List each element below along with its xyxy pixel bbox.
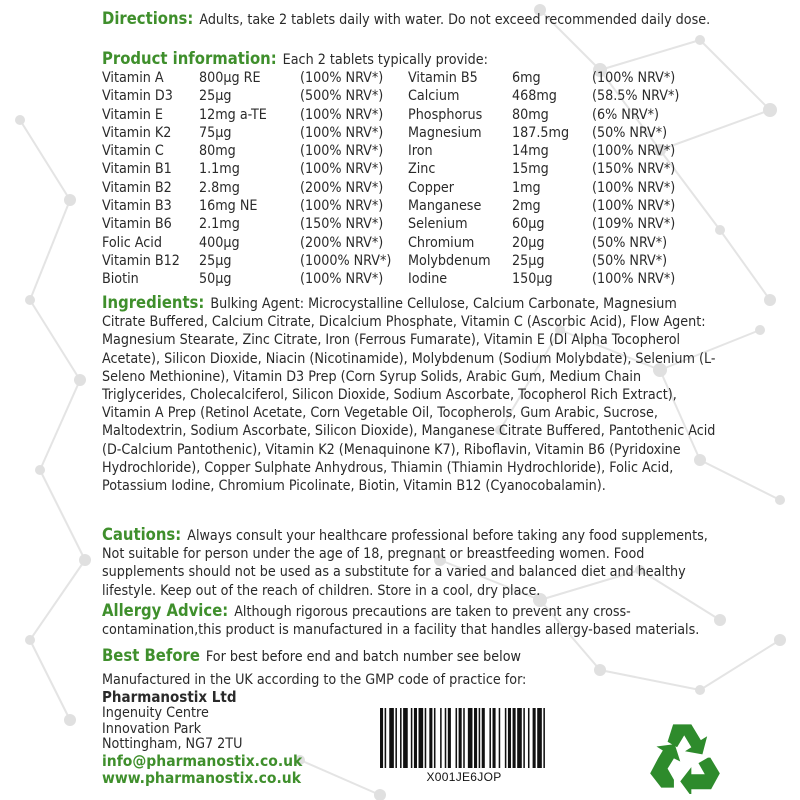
nutrient-nrv: (100% NRV*) [592, 70, 676, 86]
barcode-bar [400, 708, 402, 768]
nutrient-amount: 60µg [512, 216, 545, 233]
email-link[interactable]: info@pharmanostix.co.uk [102, 751, 303, 770]
barcode-bar [533, 708, 536, 768]
nutrient-name: Vitamin B1 [102, 161, 172, 178]
nutrient-name: Folic Acid [102, 234, 162, 251]
barcode-bar [448, 708, 451, 768]
barcode-bar [543, 708, 545, 768]
nutrient-amount: 800µg RE [199, 70, 261, 86]
barcode-bar [513, 708, 516, 768]
nutrient-nrv: (100% NRV*) [300, 271, 384, 288]
barcode-bar [456, 708, 458, 768]
nutrient-nrv: (100% NRV*) [592, 179, 676, 196]
nutrient-name: Phosphorus [408, 106, 483, 123]
nutrient-name: Calcium [408, 88, 460, 105]
address-line: Ingenuity Centre [102, 705, 209, 721]
nutrient-nrv: (150% NRV*) [300, 216, 384, 233]
nutrient-nrv: (500% NRV*) [300, 88, 384, 105]
best-before-heading: Best Before [102, 646, 200, 665]
barcode-bar [479, 708, 481, 768]
address-line: Nottingham, NG7 2TU [102, 736, 243, 752]
cautions-text: Always consult your healthcare professional before taking any food supplements, Not suitable for person under the age of 18, pregnant or breastfeeding women. Food supplements should not be used as a substitute for a varied and balanced diet and healthy lifestyle. Keep out of the reach of children. Store in a cool, dry place. [102, 528, 708, 599]
barcode-bar [389, 708, 394, 768]
nutrient-amount: 16mg NE [199, 198, 258, 215]
product-information-intro: Each 2 tablets typically provide: [282, 52, 488, 68]
barcode-number: X001JE6JOP [426, 770, 502, 784]
nutrient-amount: 150µg [512, 271, 553, 288]
nutrient-nrv: (1000% NRV*) [300, 252, 392, 269]
nutrient-nrv: (100% NRV*) [300, 198, 384, 215]
nutrient-nrv: (109% NRV*) [592, 216, 676, 233]
barcode-bar [474, 708, 477, 768]
ingredients-section [102, 294, 722, 495]
address-line: Innovation Park [102, 720, 202, 737]
nutrient-nrv: (200% NRV*) [300, 179, 384, 196]
barcode-bar [537, 708, 542, 768]
nutrient-amount: 25µg [512, 252, 545, 269]
directions-section [102, 10, 722, 29]
barcode-bar [489, 708, 491, 768]
nutrient-name: Selenium [408, 216, 468, 233]
nutrient-name: Chromium [408, 234, 475, 251]
nutrient-amount: 25µg [199, 88, 232, 105]
ingredients-text: Bulking Agent: Microcystalline Cellulose, Calcium Carbonate, Magnesium Citrate Buffered, Calcium Citrate, Dicalcium Phosphate, Vitamin C (Ascorbic Acid), Flow Agent: Magnesium Stearate, Zinc Citrate, Iron (Ferrous Fumarate), Vitamin E (Dl Alpha Tocopherol Acetate), Silicon Dioxide, Niacin (Nicotinamide), Molybdenum (Sodium Molybdate), Selenium (L-Seleno Methionine), Vitamin D3 Prep (Corn Syrup Solids, Arabic Gum, Medium Chain Triglycerides, Cholecalciferol, Silicon Dioxide, Sodium Ascorbate, Tocopherol Rich Extract), Vitamin A Prep (Retinol Acetate, Corn Vegetable Oil, Tocopherols, Gum Arabic, Sucrose, Maltodextrin, Sodium Ascorbate, Silicon Dioxide), Manganese Citrate Buffered, Pantothenic Acid (D-Calcium Pantothenic), Vitamin K2 (Menaquinone K7), Riboflavin, Vitamin B6 (Pyridoxine Hydrochloride), Copper Sulphate Anhydrous, Thiamin (Thiamin Hydrochloride), Folic Acid, Potassium Iodine, Chromium Picolinate, Biotin, Vitamin B12 (Cyanocobalamin). [102, 296, 716, 495]
nutrient-name: Vitamin B3 [102, 198, 172, 215]
barcode-bar [459, 708, 462, 768]
cautions-section [102, 526, 722, 600]
barcode-bar [434, 708, 436, 768]
nutrient-name: Zinc [408, 161, 436, 178]
nutrient-amount: 75µg [199, 124, 232, 141]
barcode-bar [380, 708, 383, 768]
nutrient-amount: 1.1mg [199, 161, 240, 178]
nutrient-amount: 20µg [512, 234, 545, 251]
product-information-heading: Product information: [102, 49, 277, 68]
allergy-advice-section [102, 602, 722, 639]
barcode-bar [429, 708, 432, 768]
nutrient-name: Vitamin B12 [102, 252, 180, 269]
barcode [378, 708, 550, 768]
barcode-bar [493, 708, 496, 768]
nutrient-nrv: (150% NRV*) [592, 161, 676, 178]
best-before-text: For best before end and batch number see below [205, 649, 521, 665]
nutrient-nrv: (50% NRV*) [592, 234, 668, 251]
nutrient-amount: 2.1mg [199, 216, 240, 233]
nutrient-name: Vitamin D3 [102, 88, 173, 105]
nutrient-name: Vitamin B5 [408, 70, 478, 86]
nutrient-amount: 12mg a-TE [199, 106, 267, 123]
website-link[interactable]: www.pharmanostix.co.uk [102, 768, 301, 787]
nutrient-nrv: (100% NRV*) [592, 271, 676, 288]
nutrient-amount: 50µg [199, 271, 232, 288]
barcode-bar [425, 708, 427, 768]
nutrient-name: Copper [408, 179, 455, 196]
manufacturer-intro: Manufactured in the UK according to the GMP code of practice for: [102, 672, 527, 688]
nutrient-amount: 400µg [199, 234, 240, 251]
allergy-advice-heading: Allergy Advice: [102, 601, 229, 620]
nutrient-nrv: (100% NRV*) [300, 70, 384, 86]
barcode-bar [440, 708, 442, 768]
company-name: Pharmanostix Ltd [102, 688, 237, 706]
barcode-bar [482, 708, 485, 768]
nutrient-amount: 15mg [512, 161, 549, 178]
nutrient-amount: 187.5mg [512, 124, 570, 141]
barcode-bar [403, 708, 408, 768]
nutrient-nrv: (50% NRV*) [592, 124, 668, 141]
nutrient-nrv: (100% NRV*) [300, 161, 384, 178]
nutrient-amount: 6mg [512, 70, 541, 86]
nutrient-name: Vitamin B2 [102, 179, 172, 196]
allergy-advice-text: Although rigorous precautions are taken to prevent any cross-contamination,this product is manufactured in a facility that handles allergy-based materials. [102, 604, 700, 639]
nutrient-amount: 80mg [512, 106, 549, 123]
nutrient-nrv: (100% NRV*) [592, 143, 676, 160]
nutrient-amount: 14mg [512, 143, 549, 160]
nutrient-name: Manganese [408, 198, 482, 215]
nutrient-amount: 80mg [199, 143, 236, 160]
nutrient-name: Vitamin E [102, 106, 163, 123]
nutrient-name: Vitamin K2 [102, 124, 172, 141]
barcode-bar [463, 708, 465, 768]
nutrient-amount: 1mg [512, 179, 541, 196]
barcode-bar [505, 708, 507, 768]
barcode-bar [523, 708, 525, 768]
nutrient-name: Vitamin C [102, 143, 164, 160]
barcode-bar [468, 708, 473, 768]
barcode-bar [508, 708, 511, 768]
nutrient-name: Magnesium [408, 124, 482, 141]
barcode-bar [517, 708, 522, 768]
nutrient-name: Iodine [408, 271, 448, 288]
nutrient-nrv: (100% NRV*) [300, 143, 384, 160]
nutrient-nrv: (100% NRV*) [300, 106, 384, 123]
directions-heading: Directions: [102, 9, 194, 28]
nutrient-name: Molybdenum [408, 252, 491, 269]
nutrient-nrv: (6% NRV*) [592, 106, 660, 123]
barcode-bar [395, 708, 397, 768]
nutrient-name: Biotin [102, 271, 139, 288]
nutrient-nrv: (58.5% NRV*) [592, 88, 680, 105]
nutrient-name: Iron [408, 143, 433, 160]
directions-text: Adults, take 2 tablets daily with water. Do not exceed recommended daily dose. [199, 12, 711, 28]
nutrient-amount: 2mg [512, 198, 541, 215]
barcode-bar [414, 708, 417, 768]
recycle-icon [645, 718, 725, 794]
nutrient-amount: 468mg [512, 88, 557, 105]
barcode-bar [445, 708, 447, 768]
barcode-bar [385, 708, 387, 768]
nutrient-amount: 25µg [199, 252, 232, 269]
barcode-bar [499, 708, 501, 768]
barcode-bar [419, 708, 424, 768]
nutrient-nrv: (100% NRV*) [592, 198, 676, 215]
best-before-section [102, 647, 521, 666]
nutrient-nrv: (100% NRV*) [300, 124, 384, 141]
barcode-bar [411, 708, 413, 768]
nutrient-nrv: (50% NRV*) [592, 252, 668, 269]
barcode-bar [528, 708, 530, 768]
cautions-heading: Cautions: [102, 525, 182, 544]
ingredients-heading: Ingredients: [102, 293, 205, 312]
nutrient-nrv: (200% NRV*) [300, 234, 384, 251]
nutrient-name: Vitamin B6 [102, 216, 172, 233]
nutrient-name: Vitamin A [102, 70, 164, 86]
product-information-section [102, 50, 722, 69]
nutrient-amount: 2.8mg [199, 179, 240, 196]
